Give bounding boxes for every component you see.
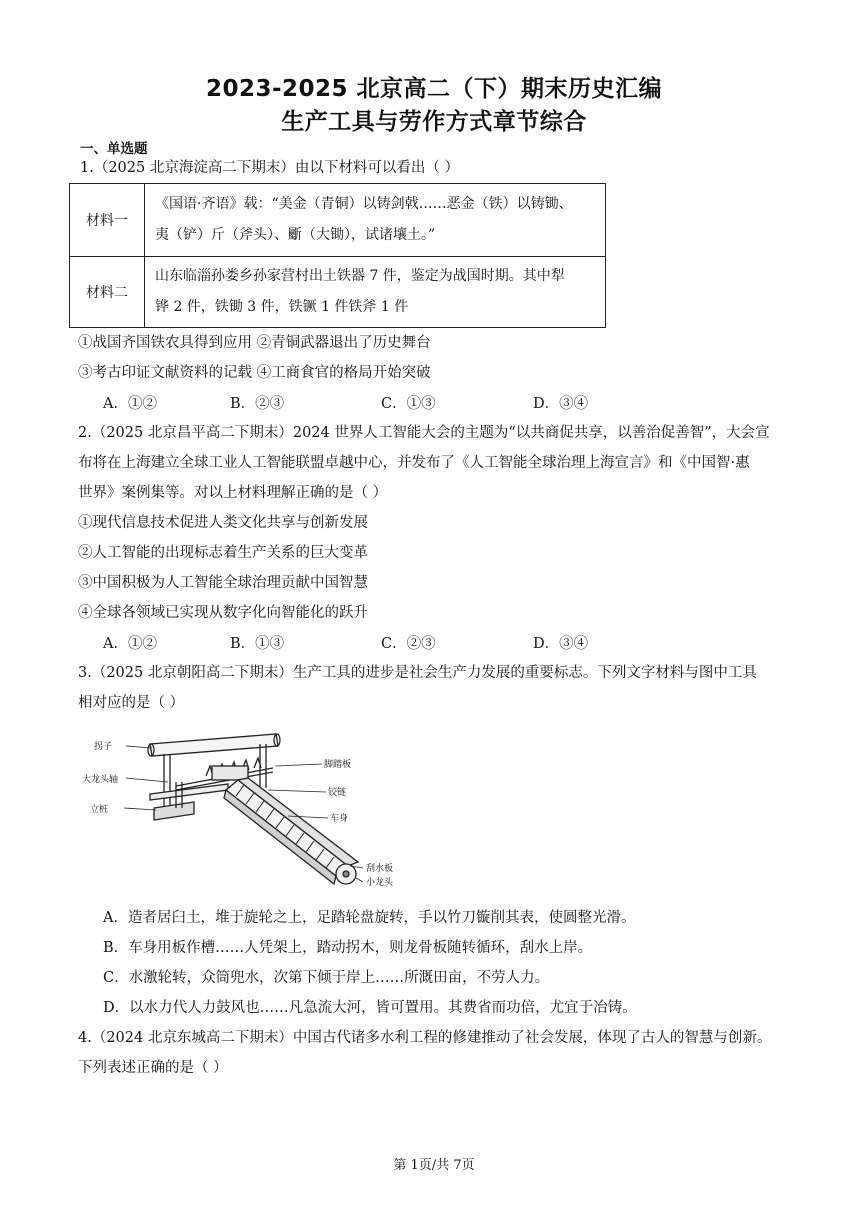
material-line: 山东临淄孙娄乡孙家营村出土铁器 7 件，鉴定为战国时期。其中犁 — [155, 268, 565, 284]
q4-stem-line: 下列表述正确的是（ ） — [78, 1060, 228, 1076]
page-footer: 第 1页/共 7页 — [393, 1158, 475, 1173]
material-label: 材料一 — [70, 184, 145, 257]
figure-label-guaizi: 拐子 — [94, 742, 113, 752]
q3-stem-line: 3.（2025 北京朝阳高二下期末）生产工具的进步是社会生产力发展的重要标志。下列文字材料与图中工具 — [78, 665, 757, 681]
option-b: B．②③ — [230, 396, 285, 412]
q2-statement-line: ④全球各领域已实现从数字化向智能化的跃升 — [78, 605, 368, 621]
figure-label-cheshen: 车身 — [330, 814, 349, 824]
q3-stem-line: 相对应的是（ ） — [78, 695, 185, 711]
figure-label-jiaolian: 铰链 — [328, 788, 347, 798]
material-label: 材料二 — [70, 257, 145, 328]
q1-stem: 1.（2025 北京海淀高二下期末）由以下材料可以看出（ ） — [80, 160, 459, 176]
q2-stem-line: 2.（2025 北京昌平高二下期末）2024 世界人工智能大会的主题为“以共商促共享，以善治促善智”，大会宣 — [78, 425, 770, 441]
option-d: D．③④ — [533, 396, 589, 412]
q3-option-d: D．以水力代人力鼓风也……凡急流大河，皆可置用。其费省而功倍，尤宜于冶铸。 — [103, 1000, 637, 1016]
material-row-2 — [70, 257, 606, 328]
q2-statement-line: ③中国积极为人工智能全球治理贡献中国智慧 — [78, 575, 368, 591]
q1-material-table — [69, 183, 606, 328]
material-row-1 — [70, 184, 606, 257]
q3-option-c: C．水激轮转，众筒兜水，次第下倾于岸上……所溉田亩，不劳人力。 — [103, 970, 550, 986]
document-subtitle: 生产工具与劳作方式章节综合 — [281, 109, 587, 135]
option-c: C．②③ — [381, 636, 436, 652]
figure-label-xiaolongtou: 小龙头 — [366, 878, 394, 888]
q2-stem-line: 布将在上海建立全球工业人工智能联盟卓越中心，并发布了《人工智能全球治理上海宣言》和《中国智·惠 — [78, 455, 750, 471]
option-d: D．③④ — [533, 636, 589, 652]
q4-stem-line: 4.（2024 北京东城高二下期末）中国古代诸多水利工程的修建推动了社会发展，体现了古人的智慧与创新。 — [78, 1030, 772, 1046]
q3-option-b: B．车身用板作槽……人凭架上，踏动拐木，则龙骨板随转循环，刮水上岸。 — [103, 940, 593, 956]
q1-statement-line: ①战国齐国铁农具得到应用 ②青铜武器退出了历史舞台 — [78, 335, 431, 351]
option-a: A．①② — [103, 636, 157, 652]
option-b: B．①③ — [230, 636, 285, 652]
material-text — [145, 184, 606, 257]
material-line: 铧 2 件，铁锄 3 件，铁镢 1 件铁斧 1 件 — [155, 299, 409, 315]
figure-label-dalongtouzhou: 大龙头轴 — [82, 775, 119, 785]
material-text — [145, 257, 606, 328]
material-line: 夷（铲）斤（斧头）、斸（大锄），试诸壤土。” — [155, 227, 436, 243]
section-heading: 一、单选题 — [80, 141, 148, 157]
q1-statement-line: ③考古印证文献资料的记载 ④工商食官的格局开始突破 — [78, 365, 431, 381]
q2-stem-line: 世界》案例集等。对以上材料理解正确的是（ ） — [78, 485, 388, 501]
q2-statement-line: ①现代信息技术促进人类文化共享与创新发展 — [78, 515, 368, 531]
option-c: C．①③ — [381, 396, 436, 412]
q3-option-a: A．造者居臼土，堆于旋轮之上，足踏轮盘旋转，手以竹刀镟削其表，使圆整光滑。 — [103, 910, 636, 926]
figure-label-tabanpan: 脚踏板 — [324, 760, 352, 770]
document-title: 2023-2025 北京高二（下）期末历史汇编 — [205, 76, 663, 102]
material-line: 《国语·齐语》载：“美金（青铜）以铸剑戟……恶金（铁）以铸锄、 — [155, 196, 573, 212]
option-a: A．①② — [103, 396, 157, 412]
figure-label-lizhuang: 立桩 — [90, 805, 109, 815]
dragon-backbone-waterwheel-figure — [78, 716, 413, 896]
q2-statement-line: ②人工智能的出现标志着生产关系的巨大变革 — [78, 545, 368, 561]
figure-label-guashuiban: 刮水板 — [366, 864, 394, 874]
